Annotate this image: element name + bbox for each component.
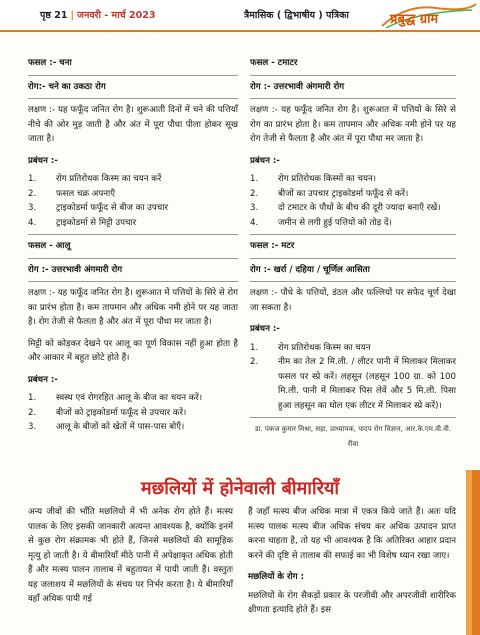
divider <box>28 98 238 99</box>
page-number: पृष्ठ 21 <box>40 10 68 21</box>
symptoms-gram: लक्षण :- यह फफूँद जनित रोग है। शुरूआती दिनों में चने की पत्तियाँ नीचे की ओर मुड़ जाती है और अंत में पूरा पौधा पीला होकर सूख जाता है। <box>28 105 238 144</box>
management-list-potato <box>28 391 238 435</box>
divider <box>28 258 238 259</box>
management-label: प्रबंधन :- <box>28 155 58 166</box>
list-item: 1. रोग प्रतिरोधक किस्म का चयन करें <box>28 174 162 184</box>
article-paragraph: मछलियों के रोग सैकड़ों प्रकार के परजीवी और अपरजीवी शारीरिक क्षीणता इत्यादि होते हैं। इस <box>248 590 456 615</box>
list-item: 1. रोग प्रतिरोधक किस्म का चयन <box>250 342 371 353</box>
divider <box>250 234 456 235</box>
symptoms-tomato: लक्षण :- यह फफूँद जनित रोग है। शुरूआत में पत्तियों के सिरे से रोग का प्रारंभ होता है। कम तापमान और अधिक नमी होने पर यह रोग तेजी से फैलता है और अंत में पूरा पौधा मर जाता है। <box>250 105 456 144</box>
management-label: प्रबंधन :- <box>250 324 280 334</box>
article-subheading: मछलियों के रोग : <box>248 572 305 582</box>
crop-heading-gram: फसल :- चना <box>28 58 72 68</box>
magazine-type: त्रैमासिक ( द्विभाषीय ) पत्रिका <box>244 10 349 21</box>
management-list-gram <box>28 172 238 230</box>
article-title: मछलियों में होनेवाली बीमारियाँ <box>140 478 340 499</box>
divider <box>28 75 238 76</box>
crop-heading-potato: फसल - आलू <box>28 241 71 251</box>
article-paragraph: हैं जहाँ मत्स्य बीज अधिक मात्रा में एकत्र किये जाते हैं। अतः यदि मत्स्य पालक मत्स्य बीज अधिक संचय कर अधिक उत्पादन प्राप्त करना चाहता है, तो यह भी आवश्यक है कि अतिरिक्त आहार प्रदान करने की दृष्टि से तालाब की सफाई का भी विशेष ध्यान रखा जाए। <box>248 507 456 561</box>
page-info <box>40 8 155 21</box>
separator: | <box>70 10 75 21</box>
management-list-pea <box>250 341 456 414</box>
crop-heading-tomato: फसल - टमाटर <box>250 58 298 68</box>
divider <box>250 281 456 282</box>
decorative-edge <box>466 470 480 635</box>
list-item: 2. बीजों को ट्राइकोडर्मा फफूँद से उपचार करें। <box>28 407 187 418</box>
article-column-1: अन्य जीवों की भाँति मछलियों में भी अनेक रोग होते हैं। मत्स्य पालक के लिए इसकी जानकारी अत्यन्त आवश्यक है, क्योंकि इनमें से कुछ रोग संक्रामक भी होते हैं, जिनसे मछलियों की सामूहिक मृत्यु हो जाती है। ये बीमारियाँ मीठे पानी में अपेक्षाकृत अधिक होती हैं और मत्स्य पालन तालाब में बहुतायत में पायी जाती हैं। वस्तुतः यह जलाशय में मछलियों के संचय पर निर्भर करता है। ये बीमारियाँ वहाँ अधिक पायी गई <box>28 507 233 604</box>
list-item: 2. नीम का तेल 2 मि.ली. / लीटर पानी में मिलाकर मिलाकर फसल पर स्प्रे करें। लहसून (लहसून 100 ग्रा. को 100 मि.ली. पानी में मिलाकर पिस लेवें और 5 मि.ली. पिसा हुआ लहसून का घोल एक लीटर में मिलाकर स्प्रे करें)। <box>250 357 456 411</box>
symptoms-potato: लक्षण :- यह फफूँद जनित रोग है। शुरूआत में पत्तियों के सिरे से रोग का प्रारंभ होता है। कम तापमान और अधिक नमी होने पर यह जाता है। रोग तेजी से फैलता है और अंत में पूरा पौधा मर जाता है। <box>28 288 238 327</box>
management-label: प्रबंधन :- <box>250 155 280 166</box>
author-credit: डा. पंकज कुमार मिश्रा, सहा. प्राध्यापक, पादप रोग विज्ञान, आर.के.एम.वी.वी. रीवा <box>254 425 452 448</box>
page-header <box>0 0 480 30</box>
list-item: 1. स्वस्थ एवं रोगरहित आलू के बीज का चयन करें। <box>28 393 203 403</box>
list-item: 2. फसल चक्र अपनाएँ <box>28 188 115 199</box>
list-item: 1. रोग प्रतिरोधक किस्मों का चयन। <box>250 174 376 184</box>
list-item: 3. आलू के बीजों को खेतों में पास-पास बोएँ। <box>28 422 185 432</box>
divider <box>28 281 238 282</box>
list-item: 2. बीजों का उपचार ट्राइकोडर्मा फफूँद से करें। <box>250 188 409 199</box>
logo-text: प्रबुद्ध ग्राम <box>390 12 439 27</box>
list-item: 4. जमीन से लगी हुई पत्तियों को तोड़ दें। <box>250 217 392 228</box>
list-item: 3. दो टमाटर के पौधों के बीच की दूरी ज्यादा बनाएँ रखें। <box>250 203 441 213</box>
disease-potato: रोग :- उत्तरभावी अंगमारी रोग <box>28 264 123 275</box>
divider <box>250 98 456 99</box>
list-item: 3. ट्राइकोडर्मा फफूँद से बीज का उपचार <box>28 203 168 213</box>
issue-date: जनवरी - मार्च 2023 <box>77 10 156 21</box>
crop-heading-pea: फसल :- मटर <box>250 241 295 251</box>
right-column <box>250 56 456 451</box>
article-column-2 <box>248 505 456 618</box>
list-item: 4. ट्राइकोडर्मा से मिट्टी उपचार <box>28 217 137 228</box>
divider <box>28 234 238 235</box>
disease-gram: रोग:- चने का उकठा रोग <box>28 81 106 92</box>
disease-tomato: रोग :- उत्तरभावी अंगमारी रोग <box>250 81 345 92</box>
divider <box>250 258 456 259</box>
divider <box>250 417 456 418</box>
disease-pea: रोग :- खर्रा / दहिया / चूर्णिल आसिता <box>250 264 370 275</box>
left-column <box>28 56 238 435</box>
header-rule <box>0 30 480 32</box>
management-label: प्रबंधन :- <box>28 374 58 385</box>
management-list-tomato <box>250 172 456 230</box>
note-potato: मिट्टी को कोड़कर देखने पर आलू का पूर्ण विकास नहीं हुआ होता है और आकार में बहुत छोटे होते हैं। <box>28 338 238 363</box>
symptoms-pea: लक्षण :- पौधे के पत्तियों, डंठल और फल्लियों पर सफेद चूर्ण देखा जा सकता है। <box>250 288 456 313</box>
logo-icon <box>376 2 480 30</box>
divider <box>250 75 456 76</box>
